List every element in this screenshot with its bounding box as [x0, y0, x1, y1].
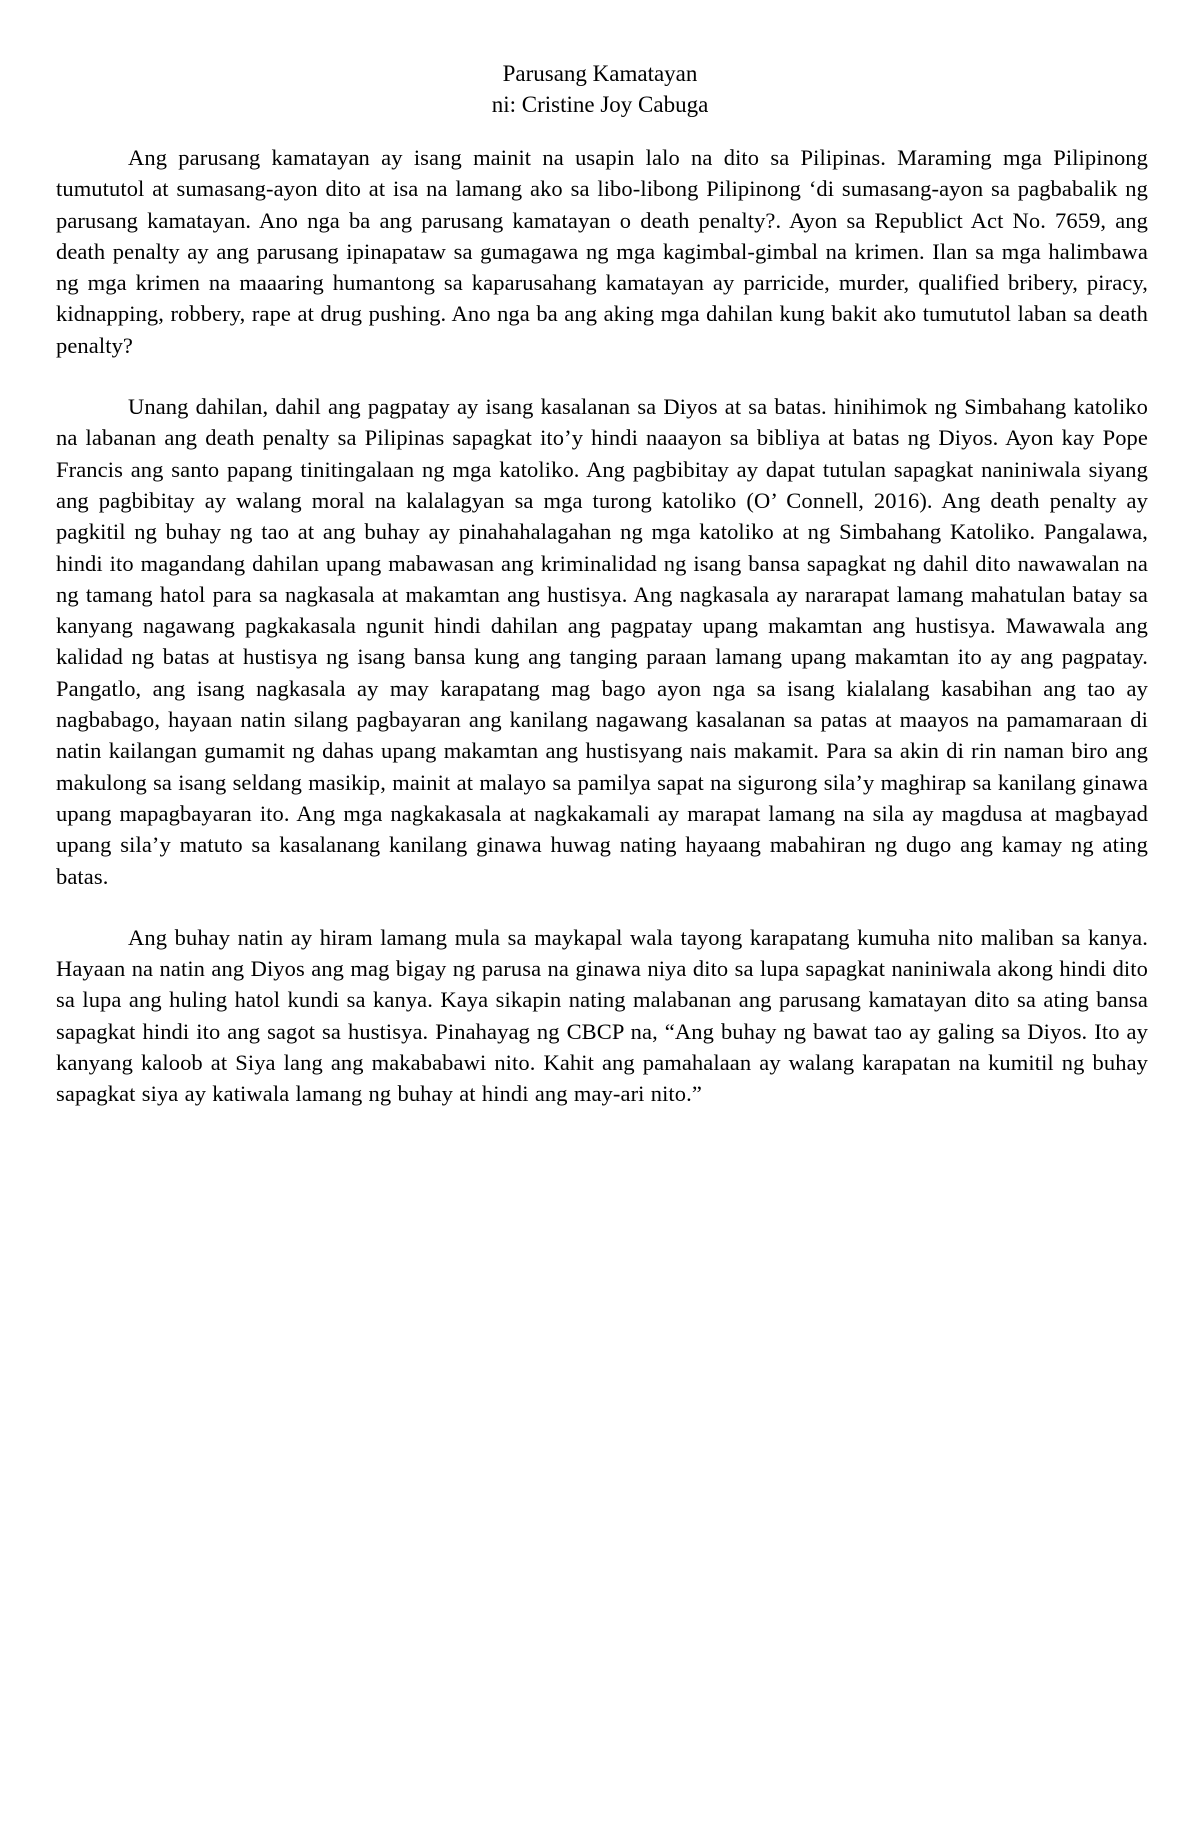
paragraph-2: Unang dahilan, dahil ang pagpatay ay isang kasalanan sa Diyos at sa batas. hinihimok ng Simbahang katoliko na labanan ang death penalty sa Pilipinas sapagkat ito’y hindi naaayon sa bibliya at batas ng Diyos. Ayon kay Pope Francis ang santo papang tinitingalaan ng mga katoliko. Ang pagbibitay ay dapat tutulan sapagkat naniniwala siyang ang pagbibitay ay walang moral na kalalagyan sa mga turong katoliko (O’ Connell, 2016). Ang death penalty ay pagkitil ng buhay ng tao at ang buhay ay pinahahalagahan ng mga katoliko at ng Simbahang Katoliko. Pangalawa, hindi ito magandang dahilan upang mabawasan ang kriminalidad ng isang bansa sapagkat ng dahil dito nawawalan na ng tamang hatol para sa nagkasala at makamtan ang hustisya. Ang nagkasala ay nararapat lamang mahatulan batay sa kanyang nagawang pagkakasala ngunit hindi dahilan ang pagpatay upang makamtan ang hustisya. Mawawala ang kalidad ng batas at hustisya ng isang bansa kung ang tanging paraan lamang upang makamtan ito ay ang pagpatay. Pangatlo, ang isang nagkasala ay may karapatang mag bago ayon nga sa isang kialalang kasabihan ang tao ay nagbabago, hayaan natin silang pagbayaran ang kanilang nagawang kasalanan sa patas at maayos na pamamaraan di natin kailangan gumamit ng dahas upang makamtan ang hustisyang nais makamit. Para sa akin di rin naman biro ang makulong sa isang seldang masikip, mainit at malayo sa pamilya sapat na sigurong sila’y maghirap sa kanilang ginawa upang mapagbayaran ito. Ang mga nagkakasala at nagkakamali ay marapat lamang na sila ay magdusa at magbayad upang sila’y matuto sa kasalanang kanilang ginawa huwag nating hayaang mabahiran ng dugo ang kamay ng ating batas.: [56, 394, 1148, 889]
paragraph-1: Ang parusang kamatayan ay isang mainit na usapin lalo na dito sa Pilipinas. Maraming mga Pilipinong tumututol at sumasang-ayon dito at isa na lamang ako sa libo-libong Pilipinong ‘di sumasang-ayon sa pagbabalik ng parusang kamatayan. Ano nga ba ang parusang kamatayan o death penalty?. Ayon sa Republict Act No. 7659, ang death penalty ay ang parusang ipinapataw sa gumagawa ng mga kagimbal-gimbal na krimen. Ilan sa mga halimbawa ng mga krimen na maaaring humantong sa kaparusahang kamatayan ay parricide, murder, qualified bribery, piracy, kidnapping, robbery, rape at drug pushing. Ano nga ba ang aking mga dahilan kung bakit ako tumututol laban sa death penalty?: [56, 145, 1148, 358]
document-byline: ni: Cristine Joy Cabuga: [491, 92, 709, 117]
paragraph-3: Ang buhay natin ay hiram lamang mula sa maykapal wala tayong karapatang kumuha nito maliban sa kanya. Hayaan na natin ang Diyos ang mag bigay ng parusa na ginawa niya dito sa lupa sapagkat naniniwala akong hindi dito sa lupa ang huling hatol kundi sa kanya. Kaya sikapin nating malabanan ang parusang kamatayan dito sa ating bansa sapagkat hindi ito ang sagot sa hustisya. Pinahayag ng CBCP na, “Ang buhay ng bawat tao ay galing sa Diyos. Ito ay kanyang kaloob at Siya lang ang makababawi nito. Kahit ang pamahalaan ay walang karapatan na kumitil ng buhay sapagkat siya ay katiwala lamang ng buhay at hindi ang may-ari nito.”: [56, 924, 1148, 1107]
document-header: [0, 58, 1200, 120]
document-body: [56, 142, 1148, 1140]
document-title: Parusang Kamatayan: [502, 61, 698, 86]
